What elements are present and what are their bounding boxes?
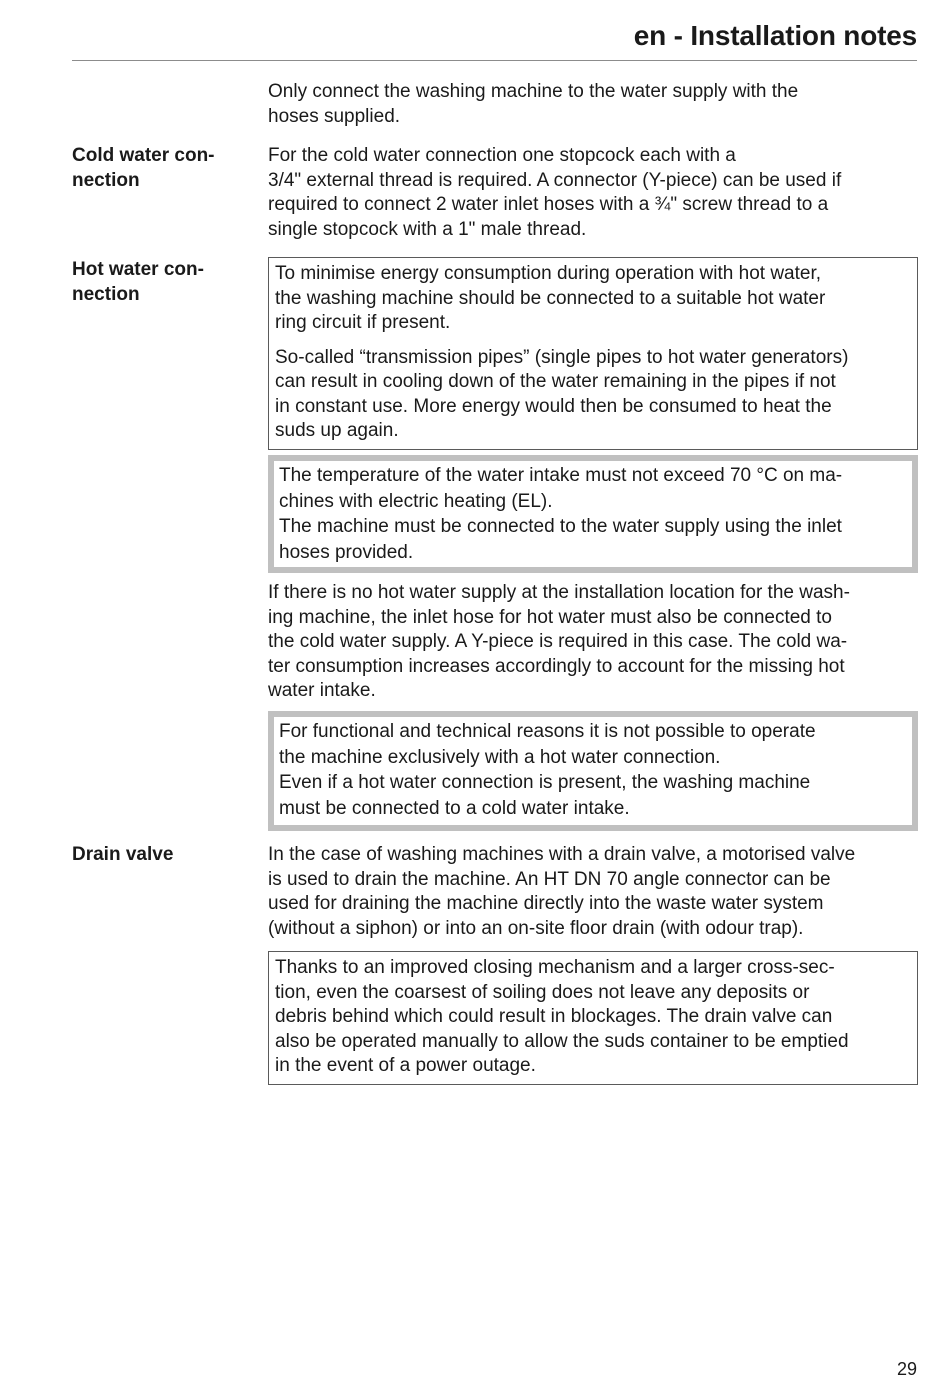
energy-note-box	[268, 257, 918, 450]
intro-paragraph: Only connect the washing machine to the water supply with the hoses supplied.	[268, 81, 799, 127]
cold-water-heading: Cold water con- nection	[72, 145, 215, 191]
header-divider	[72, 60, 917, 61]
warning-paragraph: The temperature of the water intake must not exceed 70 °C on ma- chines with electric heating (EL).	[279, 465, 843, 512]
warning-paragraph: For functional and technical reasons it is not possible to operate the machine exclusively with a hot water connection.	[279, 721, 816, 768]
hot-water-only-warning-box	[268, 711, 918, 831]
energy-note-paragraph: So-called “transmission pipes” (single pipes to hot water generators) can result in cooling down of the water remaining in the pipes if not in constant use. More energy would then be consumed to heat the suds up again.	[275, 346, 849, 441]
cold-water-paragraph: For the cold water connection one stopcock each with a 3/4" external thread is required. A connector (Y-piece) can be used if required to connect 2 water inlet hoses with a ¾" screw thread to a single stopcock with a 1" male thread.	[268, 145, 842, 240]
drain-valve-note-box	[268, 951, 918, 1085]
warning-paragraph: Even if a hot water connection is present, the washing machine must be connected to a cold water intake.	[279, 772, 811, 819]
drain-valve-heading: Drain valve	[72, 844, 174, 865]
hot-water-heading: Hot water con- nection	[72, 259, 204, 305]
drain-valve-note: Thanks to an improved closing mechanism and a larger cross-sec- tion, even the coarsest of soiling does not leave any deposits or debris behind which could result in blockages. The drain valve can also be operated manually to allow the suds container to be emptied in the event of a power outage.	[275, 957, 849, 1076]
temperature-warning-box	[268, 455, 918, 573]
drain-valve-paragraph: In the case of washing machines with a drain valve, a motorised valve is used to drain the machine. An HT DN 70 angle connector can be used for draining the machine directly into the waste water system (without a siphon) or into an on-site floor drain (with odour trap).	[268, 844, 856, 939]
page-title: en - Installation notes	[633, 20, 917, 51]
page-number: 29	[896, 1359, 917, 1379]
hot-water-paragraph: If there is no hot water supply at the installation location for the wash- ing machine, the inlet hose for hot water must also be connected to the cold water supply. A Y-piece is required in this case. The cold wa- ter consumption increases accordingly to account for the missing hot water intake.	[268, 582, 850, 701]
warning-paragraph: The machine must be connected to the water supply using the inlet hoses provided.	[279, 516, 842, 563]
energy-note-paragraph: To minimise energy consumption during operation with hot water, the washing machine should be connected to a suitable hot water ring circuit if present.	[275, 263, 826, 333]
